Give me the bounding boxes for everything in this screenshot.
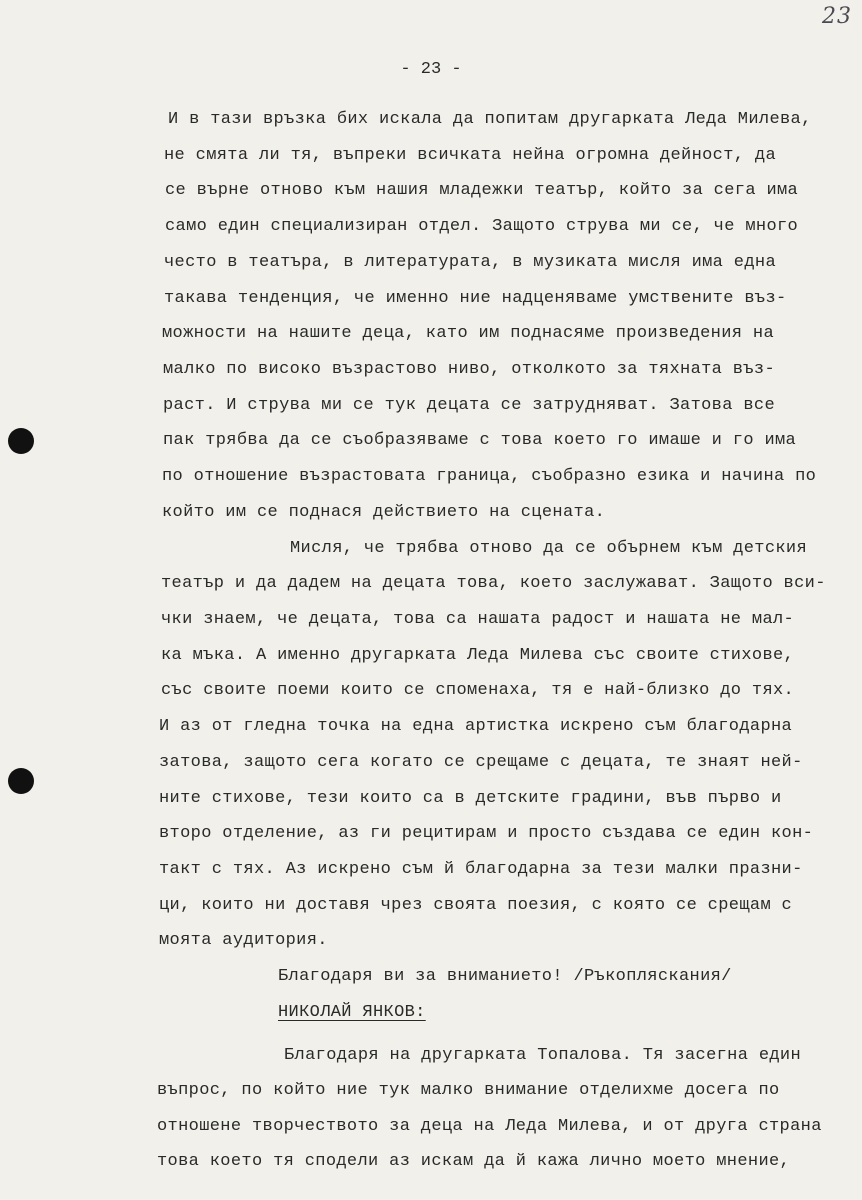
text-line: Мисля, че трябва отново да се обърнем към детския bbox=[290, 539, 808, 558]
text-line: Благодаря на другарката Топалова. Тя засегна един bbox=[284, 1046, 802, 1065]
text-line: се върне отново към нашия младежки театър, който за сега има bbox=[165, 181, 799, 200]
text-line: ните стихове, тези които са в детските градини, във първо и bbox=[159, 789, 782, 808]
text-line: малко по високо възрастово ниво, отколкото за тяхната въз- bbox=[163, 360, 775, 379]
speaker-heading: НИКОЛАЙ ЯНКОВ: bbox=[278, 1003, 426, 1022]
text-line: който им се поднася действието на сцената. bbox=[162, 503, 606, 522]
text-line: затова, защото сега когато се срещаме с децата, те знаят ней- bbox=[159, 753, 803, 772]
text-line: можности на нашите деца, като им поднасяме произведения на bbox=[162, 324, 774, 343]
text-line: такт с тях. Аз искрено съм й благодарна за тези малки празни- bbox=[159, 860, 803, 879]
punch-hole bbox=[8, 428, 34, 454]
text-line: чки знаем, че децата, това са нашата радост и нашата не мал- bbox=[161, 610, 795, 629]
page-number: - 23 - bbox=[400, 60, 462, 79]
handwritten-page-number: 23 bbox=[822, 4, 852, 29]
text-line: пак трябва да се съобразяваме с това което го имаше и го има bbox=[163, 431, 797, 450]
text-line: моята аудитория. bbox=[159, 931, 328, 950]
text-line: такава тенденция, че именно ние надценяваме умствените въз- bbox=[164, 289, 787, 308]
text-line: ци, които ни доставя чрез своята поезия, с която се срещам с bbox=[159, 896, 793, 915]
text-line: само един специализиран отдел. Защото струва ми се, че много bbox=[165, 217, 799, 236]
text-line: ка мъка. А именно другарката Леда Милева със своите стихове, bbox=[161, 646, 795, 665]
punch-hole bbox=[8, 768, 34, 794]
text-line: със своите поеми които се споменаха, тя е най-близко до тях. bbox=[161, 681, 795, 700]
text-line: често в театъра, в литературата, в музиката мисля има една bbox=[164, 253, 776, 272]
text-line: И аз от гледна точка на една артистка искрено съм благодарна bbox=[159, 717, 793, 736]
text-line: И в тази връзка бих искала да попитам другарката Леда Милева, bbox=[168, 110, 812, 129]
text-line: Благодаря ви за вниманието! /Ръкопляскания/ bbox=[278, 967, 732, 986]
text-line: раст. И струва ми се тук децата се затрудняват. Затова все bbox=[163, 396, 775, 415]
text-line: театър и да дадем на децата това, което заслужават. Защото вси- bbox=[161, 574, 826, 593]
text-line: въпрос, по който ние тук малко внимание отделихме досега по bbox=[157, 1081, 780, 1100]
text-line: второ отделение, аз ги рецитирам и просто създава се един кон- bbox=[159, 824, 814, 843]
text-line: това което тя сподели аз искам да й кажа лично моето мнение, bbox=[157, 1152, 791, 1171]
text-line: отношене творчеството за деца на Леда Милева, и от друга страна bbox=[157, 1117, 822, 1136]
text-line: не смята ли тя, въпреки всичката нейна огромна дейност, да bbox=[164, 146, 776, 165]
text-line: по отношение възрастовата граница, съобразно езика и начина по bbox=[162, 467, 817, 486]
